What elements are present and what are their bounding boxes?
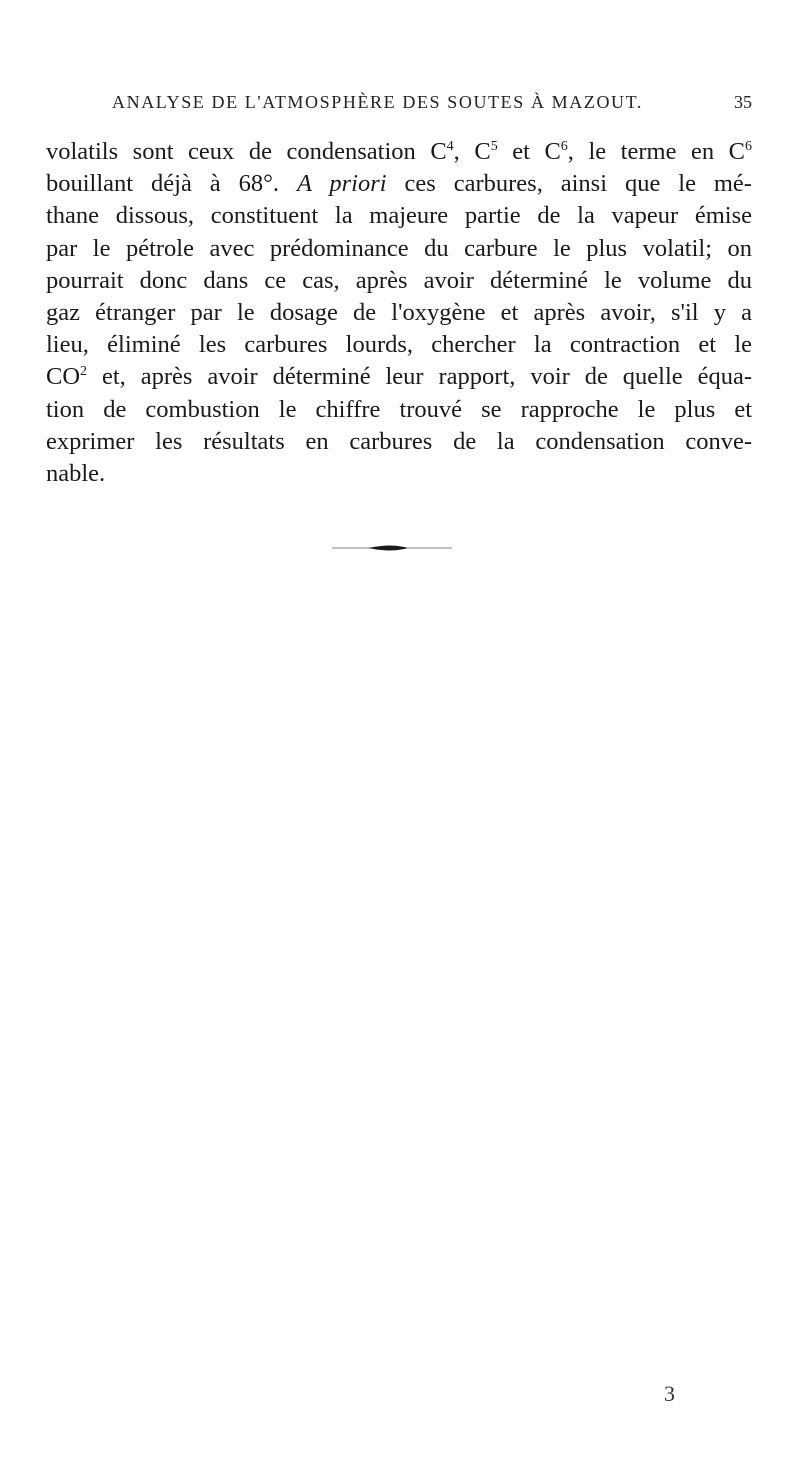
text-line-3: thane dissous, constituent la majeure partie de la vapeur émise <box>46 202 752 230</box>
text-line-8: $CO^2$ et, après avoir déterminé leur rapport, voir de quelle équa- <box>46 363 752 391</box>
text-line-5: pourrait donc dans ce cas, après avoir déterminé le volume du <box>46 266 752 294</box>
text-line-9: tion de combustion le chiffre trouvé se rapproche le plus et <box>46 395 752 423</box>
running-title: ANALYSE DE L'ATMOSPHÈRE DES SOUTES À MAZOUT. <box>112 92 644 112</box>
section-end-ornament <box>330 538 452 558</box>
text-line-10: exprimer les résultats en carbures de la condensation conve- <box>46 427 752 455</box>
text-line-11: nable. <box>46 459 106 487</box>
text-line-1: volatils sont ceux de condensation $C^4$, $C^5$ et $C^6$, le terme en $C^6$ <box>46 138 753 165</box>
signature-mark: 3 <box>664 1381 675 1406</box>
text-line-6: gaz étranger par le dosage de l'oxygène et après avoir, s'il y a <box>46 298 752 326</box>
text-line-4: par le pétrole avec prédominance du carbure le plus volatil; on <box>46 234 752 262</box>
text-line-7: lieu, éliminé les carbures lourds, chercher la contraction et le <box>46 331 752 359</box>
text-line-2: bouillant déjà à 68°. A priori ces carbures, ainsi que le mé- <box>46 170 752 198</box>
page-number: 35 <box>734 92 752 112</box>
running-head <box>112 92 752 116</box>
body-paragraph <box>46 136 752 490</box>
